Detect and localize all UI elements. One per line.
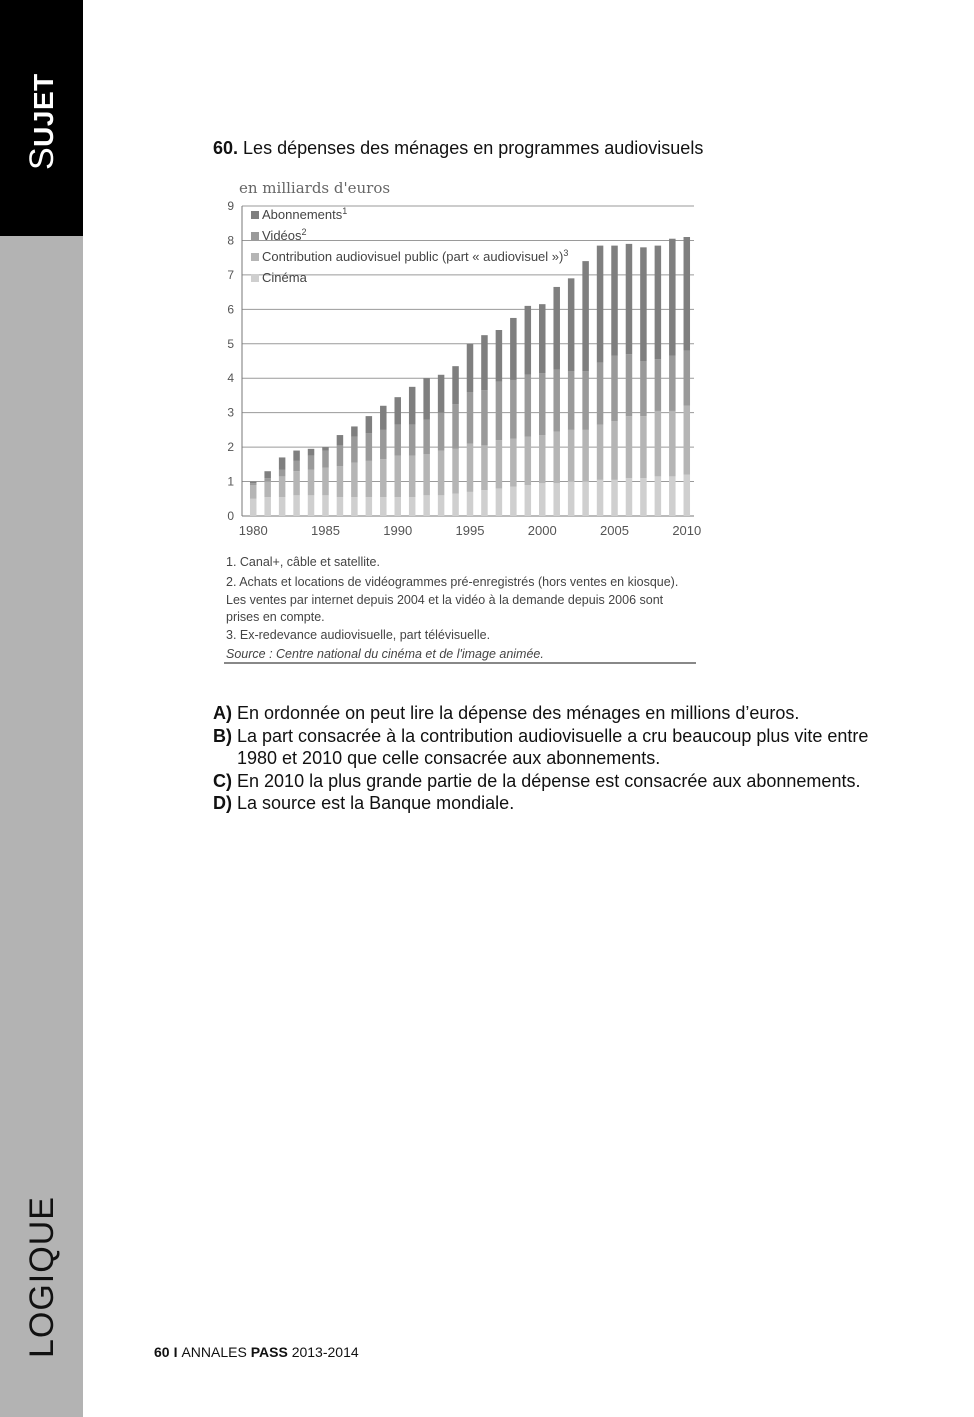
bar-segment xyxy=(438,413,445,451)
bar-segment xyxy=(380,497,387,516)
bar-segment xyxy=(423,454,430,495)
x-tick-label: 2010 xyxy=(672,523,702,538)
bar-segment xyxy=(366,461,373,497)
bar-segment xyxy=(438,451,445,496)
bar-segment xyxy=(611,421,618,480)
bar-segment xyxy=(655,476,662,516)
bar-segment xyxy=(582,371,589,430)
bar-segment xyxy=(568,430,575,482)
bar-segment xyxy=(684,406,691,475)
answer-text: La part consacrée à la contribution audiovisuelle a cru beaucoup plus vite entre 1980 et 2010 que celle consacrée aux abonnements. xyxy=(237,725,869,768)
bar-segment xyxy=(394,456,401,497)
bar-segment xyxy=(568,482,575,516)
bar-segment xyxy=(452,366,459,404)
bar-segment xyxy=(293,495,300,516)
bar-segment xyxy=(611,480,618,516)
bar-segment xyxy=(423,495,430,516)
y-tick-label: 9 xyxy=(227,199,234,213)
bar-segment xyxy=(337,466,344,497)
bar-segment xyxy=(684,237,691,351)
bar-segment xyxy=(669,239,676,356)
answer-text: En ordonnée on peut lire la dépense des ménages en millions d’euros. xyxy=(237,703,800,723)
bar-segment xyxy=(539,435,546,483)
bar-segment xyxy=(510,439,517,487)
bar-segment xyxy=(438,375,445,413)
bar-segment xyxy=(394,397,401,425)
y-tick-label: 8 xyxy=(227,233,234,248)
bar-segment xyxy=(467,444,474,492)
bar-segment xyxy=(380,406,387,430)
section-label-cap: S xyxy=(23,146,61,170)
bar-segment xyxy=(626,244,633,354)
legend-swatch xyxy=(251,211,259,219)
y-tick-label: 0 xyxy=(227,509,234,523)
x-tick-label: 1980 xyxy=(238,523,268,538)
page-number: 60 xyxy=(154,1344,170,1360)
bar-segment xyxy=(380,459,387,497)
bar-segment xyxy=(452,449,459,494)
answer-letter: A) xyxy=(213,703,232,723)
legend-swatch xyxy=(251,274,259,282)
bar-segment xyxy=(409,425,416,456)
chart-source: Source : Centre national du cinéma et de l'image animée. xyxy=(226,647,544,661)
bar-segment xyxy=(597,425,604,480)
bar-segment xyxy=(337,445,344,466)
y-tick-label: 1 xyxy=(227,474,234,489)
bar-segment xyxy=(640,416,647,478)
bar-segment xyxy=(669,356,676,411)
x-tick-label: 1995 xyxy=(455,523,485,538)
bar-segment xyxy=(553,370,560,432)
bar-segment xyxy=(366,497,373,516)
page-footer xyxy=(154,1344,359,1360)
bar-segment xyxy=(481,445,488,490)
footer-separator: I xyxy=(173,1344,178,1360)
x-tick-label: 2000 xyxy=(527,523,557,538)
bar-segment xyxy=(481,335,488,390)
bar-segment xyxy=(525,306,532,375)
bar-segment xyxy=(640,478,647,516)
bar-segment xyxy=(351,426,358,436)
bar-segment xyxy=(553,483,560,516)
x-tick-label: 2005 xyxy=(600,523,629,538)
bar-segment xyxy=(380,430,387,459)
answer-letter: B) xyxy=(213,725,232,746)
y-tick-label: 3 xyxy=(227,405,234,420)
footer-series: ANNALES xyxy=(181,1344,247,1360)
bar-segment xyxy=(250,485,257,499)
x-tick-label: 1990 xyxy=(383,523,413,538)
bar-segment xyxy=(351,463,358,497)
y-tick-label: 7 xyxy=(227,267,234,282)
legend-entry: Abonnements$^1$ xyxy=(262,206,348,222)
footer-years: 2013-2014 xyxy=(291,1344,359,1360)
bar-segment xyxy=(611,246,618,356)
subject-label: LOGIQUE xyxy=(23,1196,61,1358)
bar-segment xyxy=(438,495,445,516)
bar-segment xyxy=(669,476,676,516)
stacked-bar-chart xyxy=(222,176,702,668)
bar-segment xyxy=(250,482,257,484)
bar-segment xyxy=(539,483,546,516)
answer-letter: D) xyxy=(213,793,232,813)
bar-segment xyxy=(337,497,344,516)
answer-letter: C) xyxy=(213,770,232,791)
bar-segment xyxy=(250,483,257,485)
legend-entry: Cinéma xyxy=(262,270,307,285)
bar-segment xyxy=(279,470,286,477)
bar-segment xyxy=(264,482,271,498)
bar-segment xyxy=(496,382,503,441)
bar-segment xyxy=(322,451,329,468)
bar-segment xyxy=(366,416,373,433)
bar-segment xyxy=(409,497,416,516)
section-label-rest: UJET xyxy=(28,73,59,147)
bar-segment xyxy=(293,471,300,495)
bar-segment xyxy=(322,468,329,496)
bar-segment xyxy=(539,373,546,435)
bar-segment xyxy=(626,354,633,416)
x-tick-label: 1985 xyxy=(311,523,340,538)
bar-segment xyxy=(655,411,662,476)
bar-segment xyxy=(582,261,589,371)
bar-segment xyxy=(582,430,589,482)
bar-segment xyxy=(293,451,300,461)
bar-segment xyxy=(308,470,315,496)
bar-segment xyxy=(481,490,488,516)
bar-segment xyxy=(553,432,560,484)
answer-a xyxy=(213,702,913,725)
bar-segment xyxy=(626,478,633,516)
chart-note: 3. Ex-redevance audiovisuelle, part télévisuelle. xyxy=(226,628,491,642)
bar-segment xyxy=(568,371,575,430)
bar-segment xyxy=(525,437,532,485)
question-number: 60. xyxy=(213,138,239,158)
bar-segment xyxy=(684,475,691,516)
bar-segment xyxy=(409,456,416,497)
chart-note: 1. Canal+, câble et satellite. xyxy=(226,555,380,569)
bar-segment xyxy=(452,494,459,516)
bar-segment xyxy=(481,390,488,445)
bar-segment xyxy=(655,246,662,360)
bar-segment xyxy=(597,363,604,425)
bar-segment xyxy=(496,488,503,516)
unit-label: en milliards d'euros xyxy=(239,179,391,197)
bar-segment xyxy=(351,437,358,463)
footer-brand: PASS xyxy=(250,1344,288,1360)
bar-segment xyxy=(264,497,271,516)
bar-segment xyxy=(337,435,344,445)
bar-segment xyxy=(366,433,373,461)
bar-segment xyxy=(322,495,329,516)
legend-swatch xyxy=(251,232,259,240)
bar-segment xyxy=(279,497,286,516)
bar-segment xyxy=(279,457,286,469)
bar-segment xyxy=(597,480,604,516)
answer-b xyxy=(213,725,913,770)
bar-segment xyxy=(510,318,517,380)
y-tick-label: 5 xyxy=(227,336,234,351)
bar-segment xyxy=(640,247,647,361)
bar-segment xyxy=(539,304,546,373)
question-heading xyxy=(213,138,703,159)
bar-segment xyxy=(394,497,401,516)
bar-segment xyxy=(669,411,676,476)
bar-segment xyxy=(308,449,315,456)
bar-segment xyxy=(525,375,532,437)
bar-segment xyxy=(409,387,416,425)
bar-segment xyxy=(264,478,271,481)
bar-segment xyxy=(351,497,358,516)
bar-segment xyxy=(308,456,315,470)
bar-segment xyxy=(394,425,401,456)
bar-segment xyxy=(626,416,633,478)
bar-segment xyxy=(684,351,691,406)
bar-segment xyxy=(467,392,474,444)
bar-segment xyxy=(264,471,271,478)
bar-segment xyxy=(568,278,575,371)
bar-segment xyxy=(308,495,315,516)
bar-segment xyxy=(510,487,517,516)
section-label xyxy=(23,73,62,170)
answer-list xyxy=(213,702,913,815)
legend-entry: Vidéos$^2$ xyxy=(262,227,307,243)
question-title: Les dépenses des ménages en programmes audiovisuels xyxy=(243,138,704,158)
y-tick-label: 6 xyxy=(227,302,234,317)
bar-segment xyxy=(510,380,517,439)
bar-segment xyxy=(496,330,503,382)
bar-segment xyxy=(525,485,532,516)
y-tick-label: 2 xyxy=(227,440,234,455)
answer-text: La source est la Banque mondiale. xyxy=(237,793,515,813)
answer-c xyxy=(213,770,913,793)
bar-segment xyxy=(467,344,474,392)
bar-segment xyxy=(423,378,430,419)
bar-segment xyxy=(279,476,286,497)
bar-segment xyxy=(597,246,604,363)
bar-segment xyxy=(655,359,662,411)
bar-segment xyxy=(250,499,257,516)
bar-segment xyxy=(640,361,647,416)
bar-segment xyxy=(452,404,459,449)
bar-segment xyxy=(611,356,618,421)
legend-entry: Contribution audiovisuel public (part « audiovisuel »)$^3$ xyxy=(262,248,569,264)
bar-segment xyxy=(467,492,474,516)
legend-swatch xyxy=(251,253,259,261)
bar-segment xyxy=(293,461,300,471)
bar-segment xyxy=(582,482,589,516)
bar-segment xyxy=(322,447,329,450)
answer-text: En 2010 la plus grande partie de la dépense est consacrée aux abonnements. xyxy=(237,770,861,791)
chart-note: Les ventes par internet depuis 2004 et la vidéo à la demande depuis 2006 sont xyxy=(226,593,664,607)
bar-segment xyxy=(553,287,560,370)
chart-note: prises en compte. xyxy=(226,610,325,624)
bar-segment xyxy=(496,440,503,488)
y-tick-label: 4 xyxy=(227,371,234,386)
chart-note: 2. Achats et locations de vidéogrammes pré-enregistrés (hors ventes en kiosque). xyxy=(226,575,679,589)
bar-segment xyxy=(423,420,430,454)
answer-d xyxy=(213,792,913,815)
